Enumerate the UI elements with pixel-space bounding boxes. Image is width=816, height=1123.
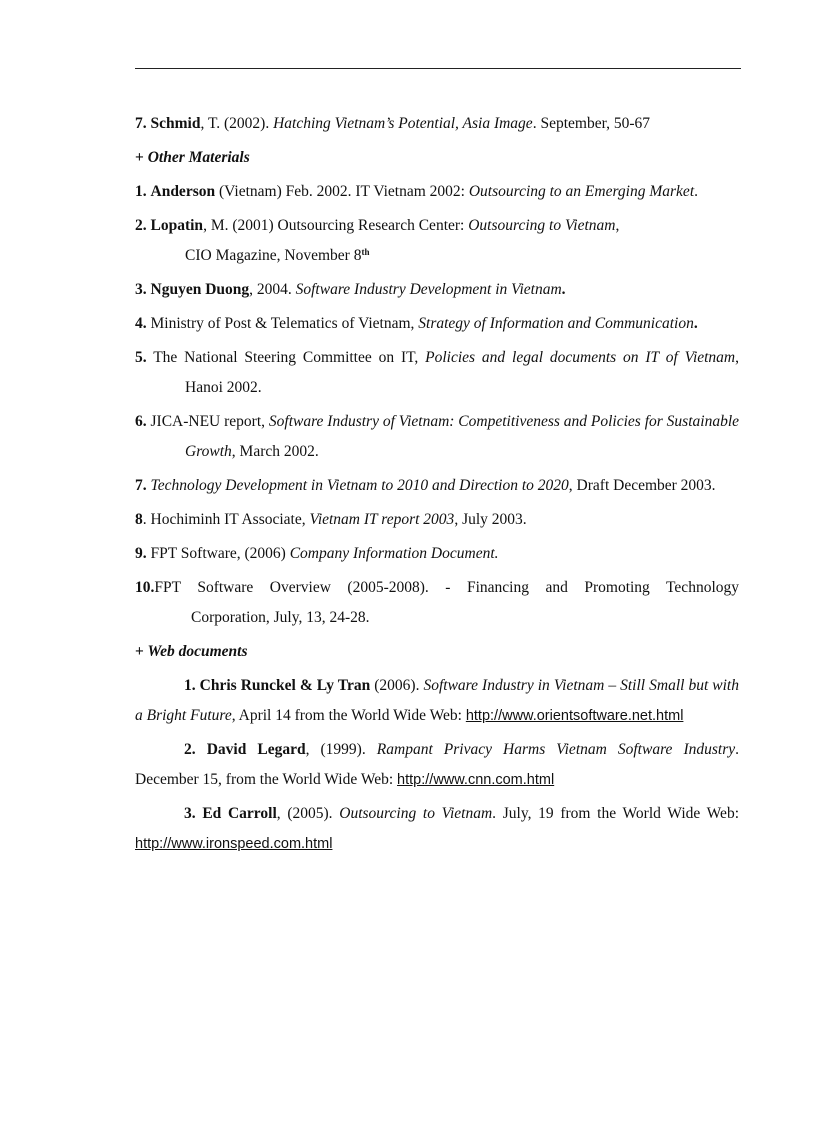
reference-continuation	[135, 603, 739, 633]
reference-title: Company Information Document.	[289, 545, 499, 562]
header-rule	[135, 68, 741, 69]
reference-title: Technology Development in Vietnam to 2010 and Direction to 2020	[150, 477, 569, 494]
reference-text: .	[561, 281, 566, 298]
reference-text: , T. (2002).	[200, 115, 274, 132]
web-reference-item	[135, 671, 739, 731]
reference-title: Outsourcing to Vietnam	[339, 805, 493, 822]
reference-text: The National Steering Committee on IT,	[146, 349, 426, 366]
reference-text: Ministry of Post & Telematics of Vietnam,	[146, 315, 419, 332]
reference-item	[135, 177, 739, 207]
web-reference-item	[135, 735, 739, 795]
reference-text: , April 14 from the World Wide Web:	[231, 707, 466, 724]
reference-text: (Vietnam) Feb. 2002. IT Vietnam 2002:	[215, 183, 469, 200]
reference-text: FPT Software, (2006)	[146, 545, 290, 562]
reference-number: 3.	[135, 281, 147, 298]
reference-text: , Draft December 2003.	[568, 477, 716, 494]
reference-number: 3.	[184, 805, 196, 822]
reference-title: Hatching Vietnam’s Potential, Asia Image	[273, 115, 533, 132]
reference-item	[135, 211, 739, 271]
reference-title: Outsourcing to an Emerging Market	[468, 183, 695, 200]
reference-number: 2.	[135, 217, 147, 234]
reference-text: .	[693, 315, 698, 332]
reference-number: 7.	[135, 477, 147, 494]
superscript: th	[361, 247, 370, 257]
reference-author: Anderson	[150, 183, 216, 200]
reference-item	[135, 471, 739, 501]
reference-item	[135, 573, 739, 633]
reference-title: Software Industry Development in Vietnam	[295, 281, 562, 298]
reference-author: Lopatin	[150, 217, 204, 234]
reference-text: , Hanoi 2002.	[185, 349, 740, 396]
references-section	[135, 109, 739, 863]
reference-title: Policies and legal documents on IT of Vietnam	[425, 349, 736, 366]
reference-number: 9.	[135, 545, 147, 562]
reference-text: , (2005).	[276, 805, 340, 822]
reference-text: , (1999).	[305, 741, 377, 758]
reference-item	[135, 309, 739, 339]
reference-link[interactable]: http://www.orientsoftware.net.html	[465, 708, 684, 724]
reference-text: . December 15, from the World Wide Web:	[135, 741, 740, 788]
reference-author: Chris Runckel & Ly Tran	[199, 677, 371, 694]
reference-title: Rampant Privacy Harms Vietnam Software Industry	[376, 741, 736, 758]
reference-number: 2.	[184, 741, 196, 758]
reference-text: FPT Software Overview (2005-2008). - Financing and Promoting Technology	[154, 579, 739, 596]
reference-text: Corporation, July, 13, 24-28.	[191, 609, 370, 626]
reference-text: (2006).	[370, 677, 424, 694]
reference-text: , March 2002.	[231, 443, 319, 460]
reference-number: 8	[135, 511, 143, 528]
reference-item	[135, 109, 739, 139]
reference-text: , 2004.	[249, 281, 296, 298]
reference-link[interactable]: http://www.cnn.com.html	[397, 772, 555, 788]
section-heading-text: Web documents	[147, 643, 248, 660]
reference-item	[135, 343, 739, 403]
reference-text: . Hochiminh IT Associate,	[142, 511, 310, 528]
plus-marker: +	[135, 643, 144, 660]
reference-author: David Legard	[206, 741, 306, 758]
reference-link[interactable]: http://www.ironspeed.com.html	[135, 836, 333, 852]
reference-text: CIO Magazine, November 8	[185, 247, 362, 264]
section-heading-text: Other Materials	[147, 149, 250, 166]
reference-number: 10.	[135, 579, 155, 596]
reference-title: Software Industry in Vietnam – Still Small but with a Bright Future	[135, 677, 739, 724]
reference-number: 6.	[135, 413, 147, 430]
reference-item	[135, 505, 739, 535]
plus-marker: +	[135, 149, 144, 166]
reference-text: JICA-NEU report,	[146, 413, 269, 430]
reference-text: . July, 19 from the World Wide Web:	[492, 805, 739, 822]
reference-title: Vietnam IT report 2003	[309, 511, 455, 528]
reference-item	[135, 275, 739, 305]
reference-continuation	[135, 241, 739, 271]
reference-number: 5.	[135, 349, 147, 366]
reference-number: 1.	[135, 183, 147, 200]
reference-text: .	[694, 183, 698, 200]
reference-item	[135, 407, 739, 467]
reference-text: ,	[615, 217, 620, 234]
web-reference-item	[135, 799, 739, 859]
web-documents-heading	[135, 637, 739, 667]
reference-text: . September, 50-67	[532, 115, 651, 132]
reference-text: , M. (2001) Outsourcing Research Center:	[203, 217, 469, 234]
other-materials-heading	[135, 143, 739, 173]
reference-text: , July 2003.	[454, 511, 527, 528]
reference-title: Strategy of Information and Communication	[418, 315, 694, 332]
reference-author: Nguyen Duong	[150, 281, 250, 298]
reference-author: Schmid	[150, 115, 201, 132]
reference-number: 4.	[135, 315, 147, 332]
reference-title: Outsourcing to Vietnam	[468, 217, 616, 234]
reference-author: Ed Carroll	[202, 805, 277, 822]
reference-number: 7.	[135, 115, 147, 132]
reference-number: 1.	[184, 677, 196, 694]
reference-title: Software Industry of Vietnam: Competitiveness and Policies for Sustainable Growth	[185, 413, 739, 460]
reference-item	[135, 539, 739, 569]
